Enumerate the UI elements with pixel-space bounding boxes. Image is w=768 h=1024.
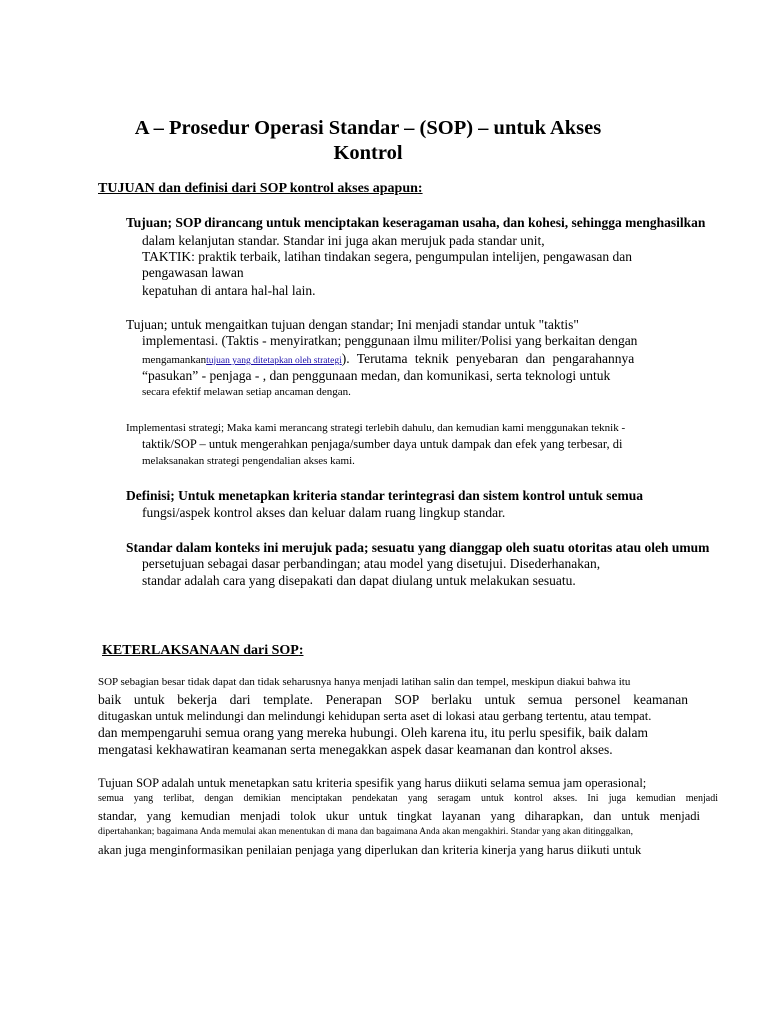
- bullet-1-line-4: pengawasan lawan: [142, 265, 244, 280]
- para-1-line-1: SOP sebagian besar tidak dapat dan tidak seharusnya hanya menjadi latihan salin dan tempel, meskipun diakui bahwa itu: [98, 676, 631, 688]
- bullet-2-line-1: [122, 317, 579, 333]
- document-title: [0, 116, 736, 166]
- section-heading-tujuan: [98, 181, 423, 197]
- bullet-3-line-3: melaksanakan strategi pengendalian akses kami.: [142, 455, 355, 467]
- bullet-5-line-3: standar adalah cara yang disepakati dan dapat diulang untuk melakukan sesuatu.: [142, 573, 576, 588]
- bullet-3-text-1: Implementasi strategi; Maka kami merancang strategi terlebih dahulu, dan kemudian kami menggunakan teknik -: [126, 422, 626, 434]
- bullet-4-line-2: fungsi/aspek kontrol akses dan keluar dalam ruang lingkup standar.: [142, 505, 506, 520]
- bullet-2-text-3-pre: mengamankan: [142, 354, 207, 366]
- bullet-2-text-1: Tujuan; untuk mengaitkan tujuan dengan standar; Ini menjadi standar untuk "taktis": [126, 317, 579, 332]
- bullet-1-text-1: Tujuan; SOP dirancang untuk menciptakan keseragaman usaha, dan kohesi, sehingga menghasilkan: [126, 215, 706, 230]
- para-1-line-4: dan mempengaruhi semua orang yang mereka hubungi. Oleh karena itu, itu perlu spesifik, baik dalam: [98, 725, 648, 740]
- bullet-2-line-4: “pasukan” - penjaga - , dan penggunaan medan, dan komunikasi, serta teknologi untuk: [142, 368, 611, 383]
- para-1-line-2: baik untuk bekerja dari template. Penerapan SOP berlaku untuk semua personel keamanan: [98, 692, 688, 707]
- para-1-line-5: mengatasi kekhawatiran keamanan serta menegakkan aspek dasar keamanan dan kontrol akses.: [98, 742, 613, 757]
- title-line-1: A – Prosedur Operasi Standar – (SOP) – untuk Akses: [134, 117, 602, 139]
- bullet-1-line-1: [122, 215, 705, 231]
- title-line-2: Kontrol: [333, 142, 403, 164]
- para-2-line-5: akan juga menginformasikan penilaian penjaga yang diperlukan dan kriteria kinerja yang harus diikuti untuk: [98, 843, 642, 857]
- bullet-5-line-2: persetujuan sebagai dasar perbandingan; atau model yang disetujui. Disederhanakan,: [142, 556, 601, 571]
- bullet-2-line-3: [142, 350, 658, 368]
- section-heading-tujuan-text: TUJUAN dan definisi dari SOP kontrol akses apapun: [98, 181, 418, 196]
- bullet-2-line-5: secara efektif melawan setiap ancaman dengan.: [142, 386, 351, 398]
- bullet-5-line-1: [122, 540, 709, 556]
- heading-colon: :: [417, 181, 423, 196]
- section-heading-keterlaksanaan-text: KETERLAKSANAAN dari SOP: [102, 643, 299, 658]
- section-heading-keterlaksanaan: [102, 643, 303, 659]
- bullet-4-line-1: [122, 488, 643, 504]
- heading-colon: :: [298, 643, 304, 658]
- bullet-3-line-2: taktik/SOP – untuk mengerahkan penjaga/sumber daya untuk dampak dan efek yang terbesar, di: [142, 437, 623, 451]
- bullet-1-line-5: kepatuhan di antara hal-hal lain.: [142, 283, 316, 298]
- bullet-3-line-1: [122, 421, 625, 434]
- para-1-line-3: ditugaskan untuk melindungi dan melindungi kehidupan serta aset di lokasi atau gerbang tertentu, atau tempat.: [98, 709, 652, 723]
- strategy-link[interactable]: tujuan yang ditetapkan oleh strategi: [206, 356, 342, 366]
- bullet-1-line-2: dalam kelanjutan standar. Standar ini juga akan merujuk pada standar unit,: [142, 233, 545, 248]
- bullet-4-text-1: Definisi; Untuk menetapkan kriteria standar terintegrasi dan sistem kontrol untuk semua: [126, 488, 644, 503]
- para-2-line-2: semua yang terlibat, dengan demikian menciptakan pendekatan yang seragam untuk kontrol akses. Ini juga kemudian menjadi: [98, 793, 718, 804]
- para-2-line-4: dipertahankan; bagaimana Anda memulai akan menentukan di mana dan bagaimana Anda akan mengakhiri. Standar yang akan ditinggalkan,: [98, 827, 633, 837]
- bullet-2-text-3-post: ). Terutama teknik penyebaran dan pengarahannya: [341, 351, 635, 366]
- bullet-1-line-3: TAKTIK: praktik terbaik, latihan tindakan segera, pengumpulan intelijen, pengawasan dan: [142, 249, 633, 264]
- bullet-2-line-2: implementasi. (Taktis - menyiratkan; penggunaan ilmu militer/Polisi yang berkaitan dengan: [142, 333, 638, 348]
- para-2-line-1: Tujuan SOP adalah untuk menetapkan satu kriteria spesifik yang harus diikuti selama semua jam operasional;: [98, 776, 647, 790]
- para-2-line-3: standar, yang kemudian menjadi tolok ukur untuk tingkat layanan yang diharapkan, dan untuk menjadi: [98, 809, 700, 823]
- bullet-5-text-1: Standar dalam konteks ini merujuk pada; sesuatu yang dianggap oleh suatu otoritas atau oleh umum: [126, 540, 710, 555]
